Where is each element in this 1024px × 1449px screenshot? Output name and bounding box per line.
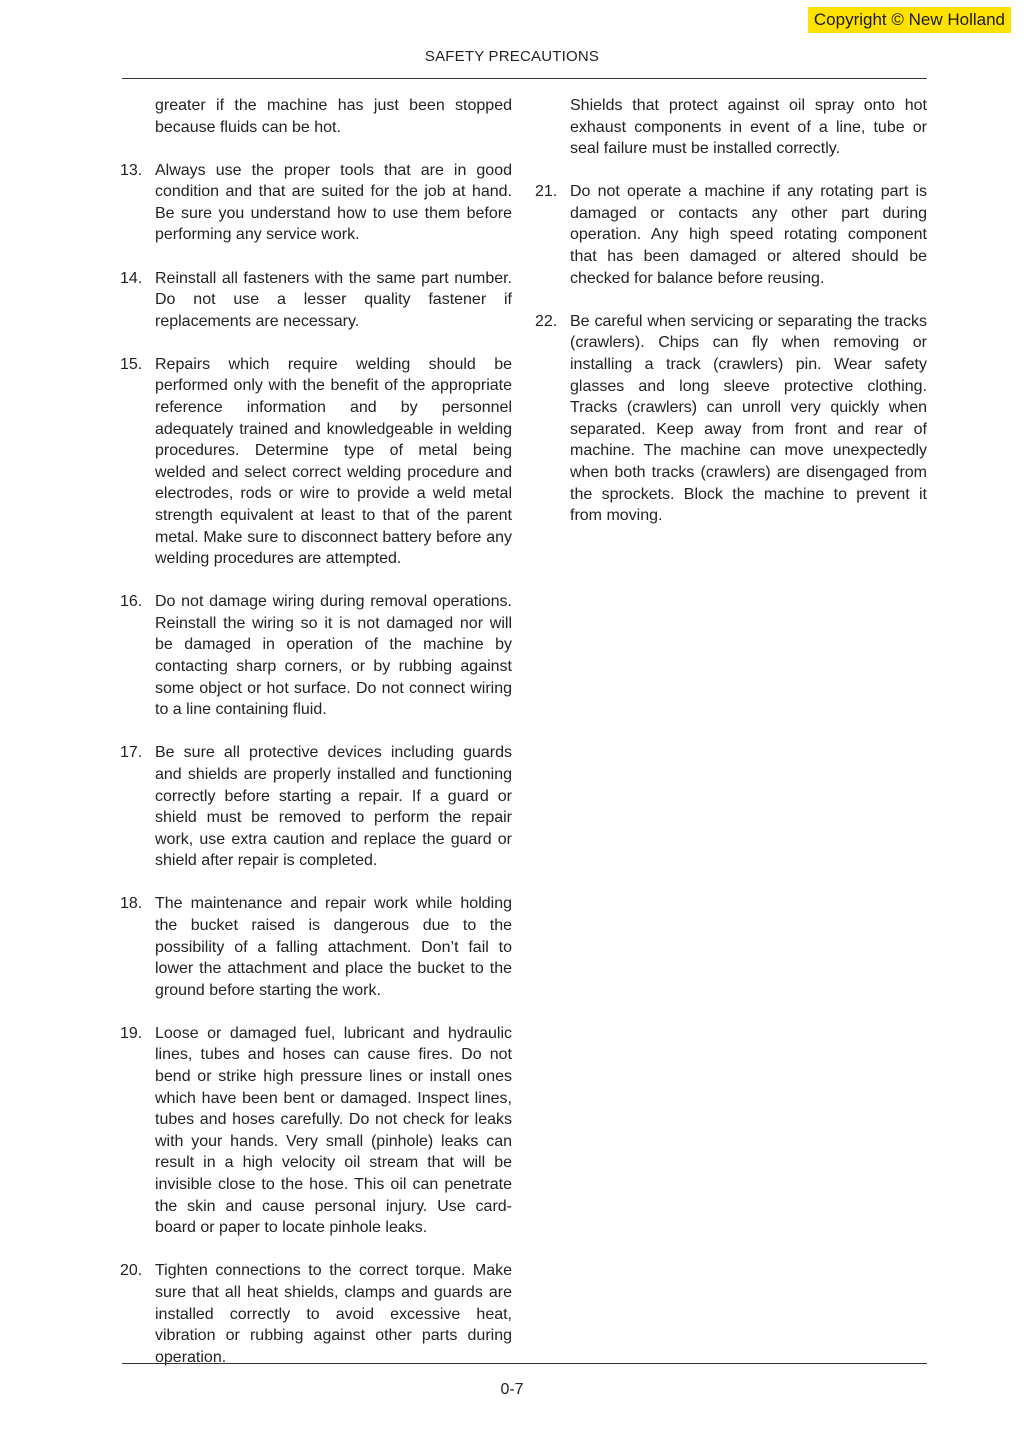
continued-paragraph: greater if the machine has just been stopped because fluids can be hot. <box>155 97 512 136</box>
item-number: 20. <box>120 1262 143 1280</box>
list-item <box>120 893 512 1001</box>
item-text: Be careful when servicing or separating the tracks (crawlers). Chips can fly when removing or installing a track (crawlers) pin. Wear safety glasses and long sleeve protective clothing. Tracks (crawlers) can unroll very quickly when separated. Keep away from front and rear of machine. The machine can move unexpectedly when both tracks (crawlers) are disengaged from the sprockets. Block the machine to prevent it from moving. <box>570 312 927 525</box>
item-text: Do not damage wiring during removal operations. Reinstall the wiring so it is not damaged nor will be damaged in operation of the machine by contacting sharp corners, or by rubbing against some object or hot surface. Do not connect wiring to a line containing fluid. <box>155 593 512 719</box>
list-item <box>120 268 512 333</box>
continued-paragraph: Shields that protect against oil spray onto hot exhaust components in event of a line, tube or seal failure must be installed correctly. <box>570 97 927 158</box>
list-item <box>120 1260 512 1368</box>
right-column <box>535 95 927 548</box>
item-number: 13. <box>120 161 143 179</box>
page-number: 0-7 <box>500 1381 524 1398</box>
left-column <box>120 95 512 1390</box>
item-number: 21. <box>535 183 558 201</box>
item-text: Do not operate a machine if any rotating part is damaged or contacts any other part during operation. Any high speed rotating component that has been damaged or altered should be checked for balance before reusing. <box>570 183 927 287</box>
item-text: Tighten connections to the correct torque. Make sure that all heat shields, clamps and guards are installed correctly to avoid excessive heat, vibration or rubbing against other parts during operation. <box>155 1262 512 1366</box>
list-item <box>535 311 927 527</box>
footer-divider <box>122 1363 927 1364</box>
item-text: Be sure all protective devices including guards and shields are properly installed and functioning correctly before starting a repair. If a guard or shield must be removed to perform the repair work, use extra caution and replace the guard or shield after repair is completed. <box>155 744 512 870</box>
item-text: Always use the proper tools that are in good condition and that are suited for the job at hand. Be sure you understand how to use them before performing any service work. <box>155 161 512 244</box>
list-item <box>120 354 512 570</box>
item-number: 15. <box>120 355 143 373</box>
item-text: Reinstall all fasteners with the same part number. Do not use a lesser quality fastener if replacements are necessary. <box>155 269 512 330</box>
item-number: 16. <box>120 593 143 611</box>
item-number: 18. <box>120 895 143 913</box>
item-text: Repairs which require welding should be performed only with the benefit of the appropriate reference information and by personnel adequately trained and knowledgeable in welding procedures. Determine type of metal being welded and select correct welding procedure and electrodes, rods or wire to provide a weld metal strength equivalent at least to that of the parent metal. Make sure to disconnect battery before any welding procedures are attempted. <box>155 355 512 568</box>
item-number: 19. <box>120 1024 143 1042</box>
item-text: The maintenance and repair work while holding the bucket raised is dangerous due to the possibility of a falling attachment. Don’t fail to lower the attachment and place the bucket to the ground before starting the work. <box>155 895 512 999</box>
header-divider <box>122 78 927 79</box>
list-item <box>120 591 512 721</box>
list-item <box>120 160 512 246</box>
item-number: 17. <box>120 744 143 762</box>
list-item <box>535 181 927 289</box>
list-item <box>120 742 512 872</box>
item-number: 14. <box>120 269 143 287</box>
page-header-title: SAFETY PRECAUTIONS <box>424 48 600 65</box>
copyright-badge: Copyright © New Holland <box>808 7 1011 33</box>
item-number: 22. <box>535 312 558 330</box>
list-item <box>120 1023 512 1239</box>
item-text: Loose or damaged fuel, lubricant and hydraulic lines, tubes and hoses can cause fires. Do not bend or strike high pressure lines or install ones which have been bent or damaged. Inspect lines, tubes and hoses carefully. Do not check for leaks with your hands. Very small (pinhole) leaks can result in a high velocity oil stream that will be invisible close to the hose. This oil can penetrate the skin and cause personal injury. Use card-board or paper to locate pinhole leaks. <box>155 1024 512 1237</box>
